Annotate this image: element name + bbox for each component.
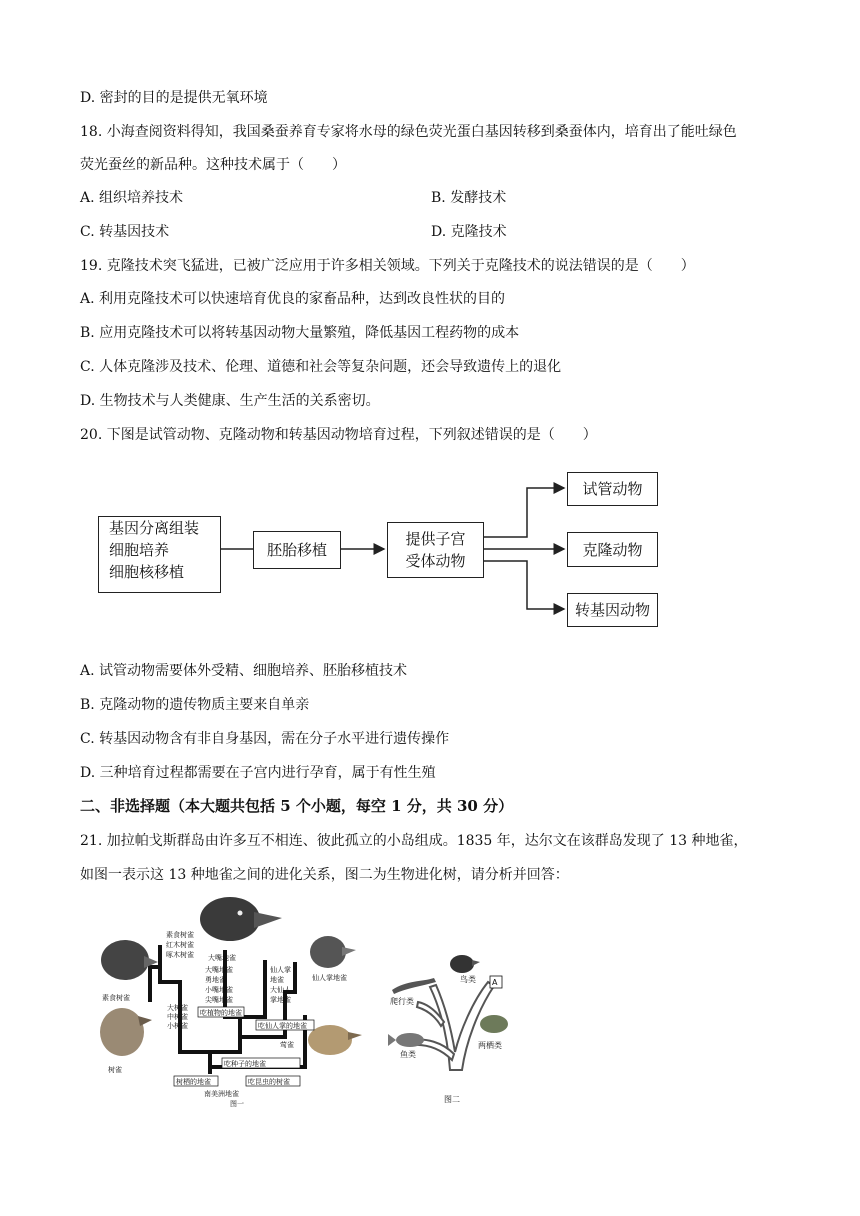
q18-option-c: C. 转基因技术: [80, 224, 170, 240]
q20-stem: 20. 下图是试管动物、克隆动物和转基因动物培育过程，下列叙述错误的是（ ）: [80, 427, 597, 443]
q20-option-b: B. 克隆动物的遗传物质主要来自单亲: [80, 697, 310, 713]
cactus-finch-icon: [310, 936, 356, 968]
q20-option-d: D. 三种培育过程都需要在子宫内进行孕育，属于有性生殖: [80, 765, 436, 781]
flow-box3-line1: 提供子宫: [405, 530, 466, 548]
q19-option-d: D. 生物技术与人类健康、生产生活的关系密切。: [80, 393, 380, 409]
flow-box-embryo-transfer: 胚胎移植: [253, 531, 341, 569]
warbler-finch-icon: [308, 1025, 362, 1055]
q18-option-a: A. 组织培养技术: [80, 190, 184, 206]
fig1-label-small-tree3: 小树雀: [167, 1022, 188, 1030]
fig1-label-warbler: 莺雀: [280, 1041, 294, 1049]
q21-stem-line2: 如图一表示这 13 种地雀之间的进化关系，图二为生物进化树，请分析并回答：: [80, 867, 569, 883]
q20-option-a: A. 试管动物需要体外受精、细胞培养、胚胎移植技术: [80, 663, 408, 679]
flow-box1-line1: 基因分离组装: [109, 519, 200, 537]
fig2-label-amphibians: 两栖类: [478, 1041, 502, 1050]
flow-box-gene-cell: [98, 516, 221, 593]
lizard-icon: [392, 978, 436, 994]
fig1-label-woodpecker: 啄木树雀: [166, 951, 194, 959]
evolution-tree-figure: [382, 942, 527, 1107]
fig1-box-seed: 吃种子的地雀: [224, 1060, 266, 1068]
section2-heading: 二、非选择题（本大题共包括 5 个小题，每空 1 分，共 30 分）: [80, 797, 514, 815]
q18-option-b: B. 发酵技术: [431, 190, 507, 206]
q18-stem-line1: 18. 小海查阅资料得知，我国桑蚕养育专家将水母的绿色荧光蛋白基因转移到桑蚕体内，培育出了能吐绿色: [80, 124, 737, 140]
q19-option-a: A. 利用克隆技术可以快速培育优良的家畜品种，达到改良性状的目的: [80, 291, 506, 307]
tree-finch-icon: [100, 1008, 152, 1056]
fig2-caption: 图二: [444, 1095, 460, 1104]
fig1-label-cactus3: 大仙人: [270, 986, 291, 994]
fig1-caption: 图一: [230, 1100, 244, 1107]
fig1-box-treedwell: 树栖的地雀: [176, 1078, 211, 1086]
frog-icon: [480, 1015, 508, 1033]
q17-option-d: D. 密封的目的是提供无氧环境: [80, 90, 268, 106]
fig1-box-herb: 吃植物的地雀: [200, 1009, 242, 1017]
flow-box3-line2: 受体动物: [405, 552, 466, 570]
q19-option-c: C. 人体克隆涉及技术、伦理、道德和社会等复杂问题，还会导致遗传上的退化: [80, 359, 562, 375]
fig1-root-label: 南美洲地雀: [204, 1090, 239, 1098]
fig1-box-insect: 吃昆虫的树雀: [248, 1078, 290, 1086]
flow-out-clone: 克隆动物: [567, 532, 658, 567]
fig1-label-mid3: 小嘴地雀: [205, 986, 233, 994]
q19-stem: 19. 克隆技术突飞猛进，已被广泛应用于许多相关领域。下列关于克隆技术的说法错误的是（ ）: [80, 258, 695, 274]
fig1-label-cactus4: 掌地雀: [270, 996, 291, 1004]
flow-box1-line2: 细胞培养: [109, 541, 170, 559]
fig2-label-birds: 鸟类: [460, 975, 476, 984]
q18-option-d: D. 克隆技术: [431, 224, 507, 240]
large-ground-finch-icon: [200, 897, 282, 941]
fig1-label-mahogany: 红木树雀: [166, 941, 194, 949]
fig1-label-mid2: 勇地雀: [205, 976, 226, 984]
fig1-label-veg-finch: 素食树雀: [102, 994, 130, 1002]
flow-out-test-tube: 试管动物: [567, 472, 658, 506]
fig2-label-fish: 鱼类: [400, 1050, 416, 1059]
bird-icon: [450, 955, 480, 973]
fig2-box-a: A: [492, 978, 498, 987]
fish-icon: [388, 1033, 424, 1047]
flow-out-transgenic: 转基因动物: [567, 593, 658, 627]
fig1-label-cactus1: 仙人掌: [270, 966, 291, 974]
fig1-label-cactus2: 地雀: [270, 976, 284, 984]
fig1-box-cactus: 吃仙人掌的地雀: [258, 1022, 307, 1030]
q21-stem-line1: 21. 加拉帕戈斯群岛由许多互不相连、彼此孤立的小岛组成。1835 年，达尔文在该群岛发现了 13 种地雀，: [80, 833, 748, 849]
fig1-label-cactus-finch: 仙人掌地雀: [312, 974, 347, 982]
q18-stem-line2: 荧光蚕丝的新品种。这种技术属于（ ）: [80, 157, 346, 173]
fig1-label-mid4: 尖嘴地雀: [205, 996, 233, 1004]
fig1-label-small-tree1: 大树雀: [167, 1004, 188, 1012]
fig2-label-reptiles: 爬行类: [390, 997, 414, 1006]
fig1-label-small-tree2: 中树雀: [167, 1013, 188, 1021]
fig1-label-vegtree: 素食树雀: [166, 931, 194, 939]
q20-option-c: C. 转基因动物含有非自身基因，需在分子水平进行遗传操作: [80, 731, 450, 747]
fig1-label-tree-finch: 树雀: [108, 1066, 122, 1074]
q19-option-b: B. 应用克隆技术可以将转基因动物大量繁殖，降低基因工程药物的成本: [80, 325, 520, 341]
flow-box1-line3: 细胞核移植: [109, 563, 185, 581]
fig1-label-dazui: 大嘴地雀: [208, 954, 236, 962]
finch-evolution-figure: [90, 892, 380, 1107]
flow-box-surrogate: [387, 522, 484, 578]
fig1-label-mid1: 大嘴地雀: [205, 966, 233, 974]
